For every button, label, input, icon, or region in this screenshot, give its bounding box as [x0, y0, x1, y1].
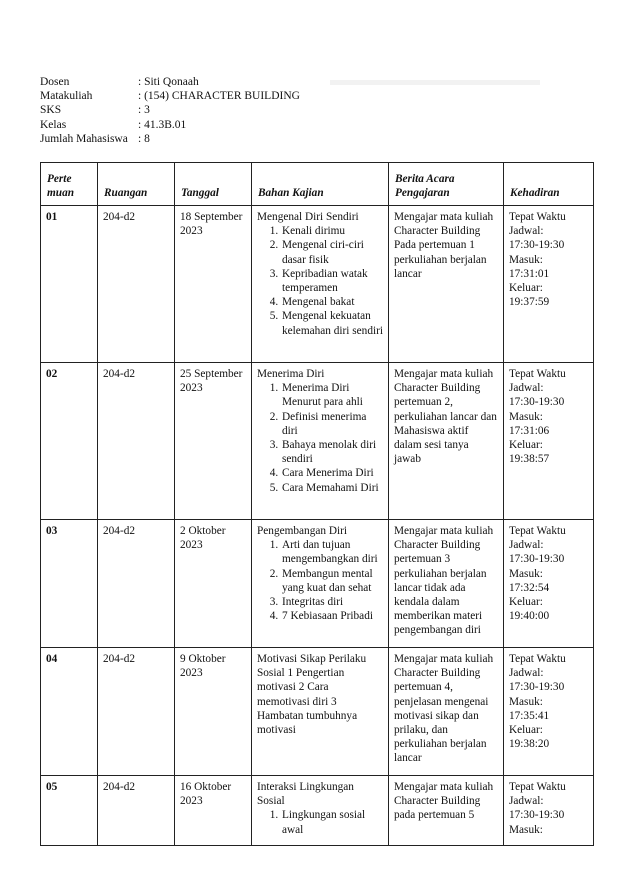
- kehadiran-status: Tepat Waktu: [509, 525, 566, 537]
- bahan-item: 5. Cara Memahami Diri: [281, 481, 383, 495]
- bahan-title: Menerima Diri: [257, 368, 325, 380]
- kehadiran-line: 17:30-19:30: [509, 553, 565, 566]
- info-row-kelas: [40, 118, 300, 132]
- bahan-title: Motivasi Sikap Perilaku Sosial 1 Pengertian motivasi 2 Cara memotivasi diri 3 Hambatan tumbuhnya motivasi: [257, 653, 367, 737]
- kehadiran-line: Keluar:: [509, 282, 543, 295]
- header-pertemuan-line1: Perte: [47, 172, 72, 185]
- cell-kehadiran: [504, 363, 594, 520]
- bahan-item: 5. Mengenal kekuatan kelemahan diri sendiri: [281, 309, 383, 337]
- cell-bahan: [252, 520, 389, 648]
- bahan-item: 1. Kenali dirimu: [281, 224, 383, 238]
- bahan-item: 2. Membangun mental yang kuat dan sehat: [281, 567, 383, 595]
- cell-pertemuan: 01: [41, 206, 98, 363]
- attendance-table: [40, 162, 594, 846]
- kehadiran-status: Tepat Waktu: [509, 653, 566, 665]
- kehadiran-line: Masuk:: [509, 253, 543, 266]
- bahan-item: 3. Kepribadian watak temperamen: [281, 267, 383, 295]
- cell-ruangan: 204-d2: [98, 520, 175, 648]
- kehadiran-line: 17:31:01: [509, 267, 550, 280]
- table-row: [41, 206, 594, 363]
- cell-bahan: [252, 648, 389, 776]
- cell-berita: Mengajar mata kuliah Character Building pada pertemuan 5: [389, 776, 504, 846]
- cell-tanggal: 16 Oktober 2023: [175, 776, 252, 846]
- bahan-item: 2. Definisi menerima diri: [281, 410, 383, 438]
- table-row: [41, 520, 594, 648]
- info-value: : 8: [138, 132, 150, 145]
- info-label: Jumlah Mahasiswa: [40, 132, 128, 145]
- table-row: [41, 363, 594, 520]
- table-row: [41, 648, 594, 776]
- bahan-item: 1. Menerima Diri Menurut para ahli: [281, 381, 383, 409]
- kehadiran-line: 17:30-19:30: [509, 396, 565, 409]
- cell-bahan: [252, 363, 389, 520]
- cell-kehadiran: [504, 648, 594, 776]
- kehadiran-status: Tepat Waktu: [509, 211, 566, 223]
- bahan-item: 3. Bahaya menolak diri sendiri: [281, 438, 383, 466]
- cell-kehadiran: [504, 206, 594, 363]
- kehadiran-line: 17:32:54: [509, 581, 550, 594]
- header-berita: [389, 163, 504, 206]
- cell-kehadiran: [504, 520, 594, 648]
- cell-ruangan: 204-d2: [98, 363, 175, 520]
- course-info: [40, 75, 300, 146]
- bahan-item: 1. Arti dan tujuan mengembangkan diri: [281, 538, 383, 566]
- header-ruangan: Ruangan: [98, 163, 175, 206]
- kehadiran-line: 17:30-19:30: [509, 681, 565, 694]
- kehadiran-status: Tepat Waktu: [509, 781, 566, 793]
- kehadiran-line: Keluar:: [509, 596, 543, 609]
- cell-ruangan: 204-d2: [98, 776, 175, 846]
- info-row-dosen: [40, 75, 300, 89]
- kehadiran-line: 19:40:00: [509, 610, 550, 623]
- cell-kehadiran: [504, 776, 594, 846]
- kehadiran-line: 19:37:59: [509, 296, 550, 309]
- kehadiran-line: 19:38:57: [509, 453, 550, 466]
- info-row-sks: [40, 103, 300, 117]
- bahan-title: Interaksi Lingkungan Sosial: [257, 781, 354, 808]
- kehadiran-line: Keluar:: [509, 724, 543, 737]
- info-row-jumlah: [40, 132, 300, 146]
- kehadiran-line: 17:30-19:30: [509, 809, 565, 822]
- cell-berita: Mengajar mata kuliah Character Building pertemuan 3 perkuliahan berjalan lancar tidak ada kendala dalam memberikan materi pengembangan diri: [389, 520, 504, 648]
- header-pertemuan: [41, 163, 98, 206]
- info-label: Kelas: [40, 118, 67, 131]
- info-value: : 3: [138, 104, 150, 117]
- kehadiran-line: Keluar:: [509, 439, 543, 452]
- bahan-title: Mengenal Diri Sendiri: [257, 211, 359, 223]
- cell-bahan: [252, 206, 389, 363]
- cell-tanggal: 9 Oktober 2023: [175, 648, 252, 776]
- bahan-list: [257, 224, 383, 338]
- kehadiran-line: Jadwal:: [509, 795, 544, 808]
- bahan-item: 4. 7 Kebiasaan Pribadi: [281, 609, 383, 623]
- kehadiran-line: Masuk:: [509, 823, 543, 836]
- info-label: SKS: [40, 104, 62, 117]
- kehadiran-line: Masuk:: [509, 410, 543, 423]
- kehadiran-line: Jadwal:: [509, 539, 544, 552]
- cell-ruangan: 204-d2: [98, 206, 175, 363]
- bahan-item: 1. Lingkungan sosial awal: [281, 808, 383, 836]
- header-berita-line2: Pengajaran: [395, 186, 450, 199]
- bahan-list: [257, 538, 383, 623]
- cell-tanggal: 18 September 2023: [175, 206, 252, 363]
- kehadiran-line: Masuk:: [509, 567, 543, 580]
- kehadiran-line: 17:30-19:30: [509, 239, 565, 252]
- bahan-item: 4. Cara Menerima Diri: [281, 466, 383, 480]
- cell-tanggal: 25 September 2023: [175, 363, 252, 520]
- header-bahan: Bahan Kajian: [252, 163, 389, 206]
- bahan-item: 4. Mengenal bakat: [281, 295, 383, 309]
- header-kehadiran: Kehadiran: [504, 163, 594, 206]
- cell-berita: Mengajar mata kuliah Character Building pertemuan 4, penjelasan mengenai motivasi sikap dan prilaku, dan perkuliahan berjalan lancar: [389, 648, 504, 776]
- bahan-item: 3. Integritas diri: [281, 595, 383, 609]
- header-tanggal: Tanggal: [175, 163, 252, 206]
- header-pertemuan-line2: muan: [47, 186, 75, 199]
- table-row: [41, 776, 594, 846]
- info-row-matakuliah: [40, 89, 300, 103]
- bahan-list: [257, 808, 383, 836]
- info-value: : Siti Qonaah: [138, 76, 199, 88]
- cell-pertemuan: 03: [41, 520, 98, 648]
- kehadiran-line: 19:38:20: [509, 738, 550, 751]
- info-value: : 41.3B.01: [138, 118, 187, 131]
- kehadiran-line: 17:31:06: [509, 424, 550, 437]
- cell-pertemuan: 02: [41, 363, 98, 520]
- table-header-row: [41, 163, 594, 206]
- cell-berita: Mengajar mata kuliah Character Building Pada pertemuan 1 perkuliahan berjalan lancar: [389, 206, 504, 363]
- kehadiran-line: 17:35:41: [509, 709, 550, 722]
- cell-berita: Mengajar mata kuliah Character Building pertemuan 2, perkuliahan lancar dan Mahasiswa aktif dalam sesi tanya jawab: [389, 363, 504, 520]
- kehadiran-line: Masuk:: [509, 695, 543, 708]
- cell-tanggal: 2 Oktober 2023: [175, 520, 252, 648]
- bahan-list: [257, 381, 383, 495]
- cell-pertemuan: 05: [41, 776, 98, 846]
- bahan-item: 2. Mengenal ciri-ciri dasar fisik: [281, 238, 383, 266]
- cell-pertemuan: 04: [41, 648, 98, 776]
- header-berita-line1: Berita Acara: [395, 172, 455, 185]
- kehadiran-status: Tepat Waktu: [509, 368, 566, 380]
- kehadiran-line: Jadwal:: [509, 382, 544, 395]
- cell-ruangan: 204-d2: [98, 648, 175, 776]
- faint-line: [330, 80, 540, 85]
- kehadiran-line: Jadwal:: [509, 667, 544, 680]
- kehadiran-line: Jadwal:: [509, 225, 544, 238]
- bahan-title: Pengembangan Diri: [257, 525, 348, 537]
- info-label: Matakuliah: [40, 90, 93, 103]
- cell-bahan: [252, 776, 389, 846]
- info-label: Dosen: [40, 76, 70, 88]
- info-value: : (154) CHARACTER BUILDING: [138, 90, 300, 103]
